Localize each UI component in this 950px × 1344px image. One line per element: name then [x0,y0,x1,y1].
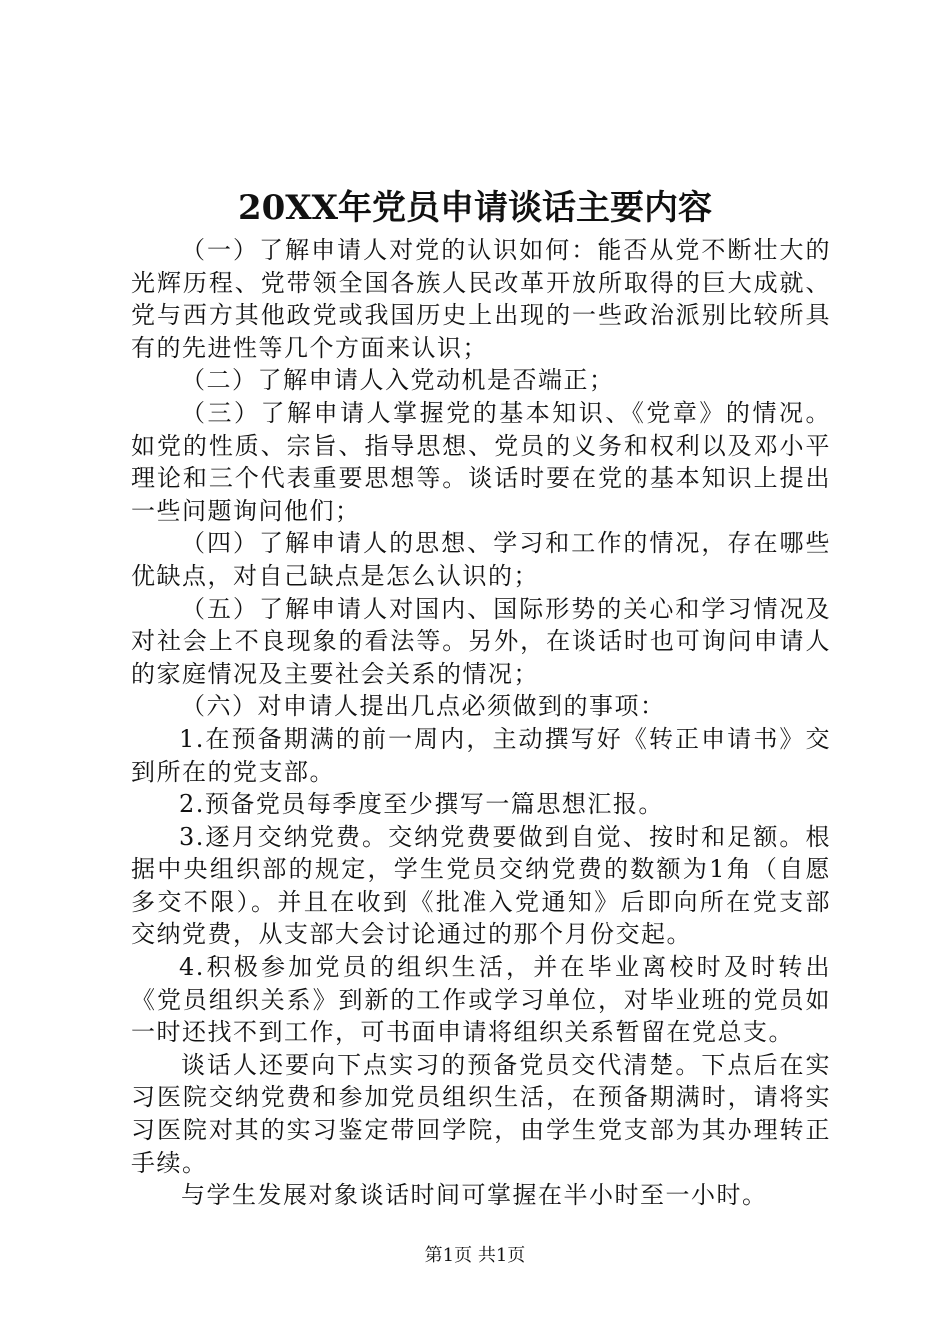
paragraph-5: （五）了解申请人对国内、国际形势的关心和学习情况及对社会上不良现象的看法等。另外，在谈话时也可询问申请人的家庭情况及主要社会关系的情况； [131,594,831,688]
document-body [131,234,831,1212]
paragraph-2: （二）了解申请人入党动机是否端正； [181,366,615,395]
paragraph-3: （三）了解申请人掌握党的基本知识、《党章》的情况。如党的性质、宗旨、指导思想、党员的义务和权利以及邓小平理论和三个代表重要思想等。谈话时要在党的基本知识上提出一些问题询问他们； [131,398,831,525]
numbered-item-3: 3.逐月交纳党费。交纳党费要做到自觉、按时和足额。根据中央组织部的规定，学生党员交纳党费的数额为1角（自愿多交不限）。并且在收到《批准入党通知》后即向所在党支部交纳党费，从支部大会讨论通过的那个月份交起。 [131,822,831,949]
numbered-item-2: 2.预备党员每季度至少撰写一篇思想汇报。 [179,790,664,819]
paragraph-1: （一）了解申请人对党的认识如何：能否从党不断壮大的光辉历程、党带领全国各族人民改革开放所取得的巨大成就、党与西方其他政党或我国历史上出现的一些政治派别比较所具有的先进性等几个方面来认识； [131,236,831,362]
paragraph-7: 谈话人还要向下点实习的预备党员交代清楚。下点后在实习医院交纳党费和参加党员组织生活，在预备期满时，请将实习医院对其的实习鉴定带回学院，由学生党支部为其办理转正手续。 [131,1050,831,1177]
page-footer: 第1页 共1页 [424,1245,526,1266]
numbered-item-1: 1.在预备期满的前一周内，主动撰写好《转正申请书》交到所在的党支部。 [131,724,831,786]
paragraph-8: 与学生发展对象谈话时间可掌握在半小时至一小时。 [181,1181,768,1210]
paragraph-4: （四）了解申请人的思想、学习和工作的情况，存在哪些优缺点，对自己缺点是怎么认识的； [131,529,831,590]
paragraph-6: （六）对申请人提出几点必须做到的事项： [181,692,666,721]
numbered-item-4: 4.积极参加党员的组织生活，并在毕业离校时及时转出《党员组织关系》到新的工作或学习单位，对毕业班的党员如一时还找不到工作，可书面申请将组织关系暂留在党总支。 [131,953,831,1047]
document-title: 20XX年党员申请谈话主要内容 [237,188,713,228]
